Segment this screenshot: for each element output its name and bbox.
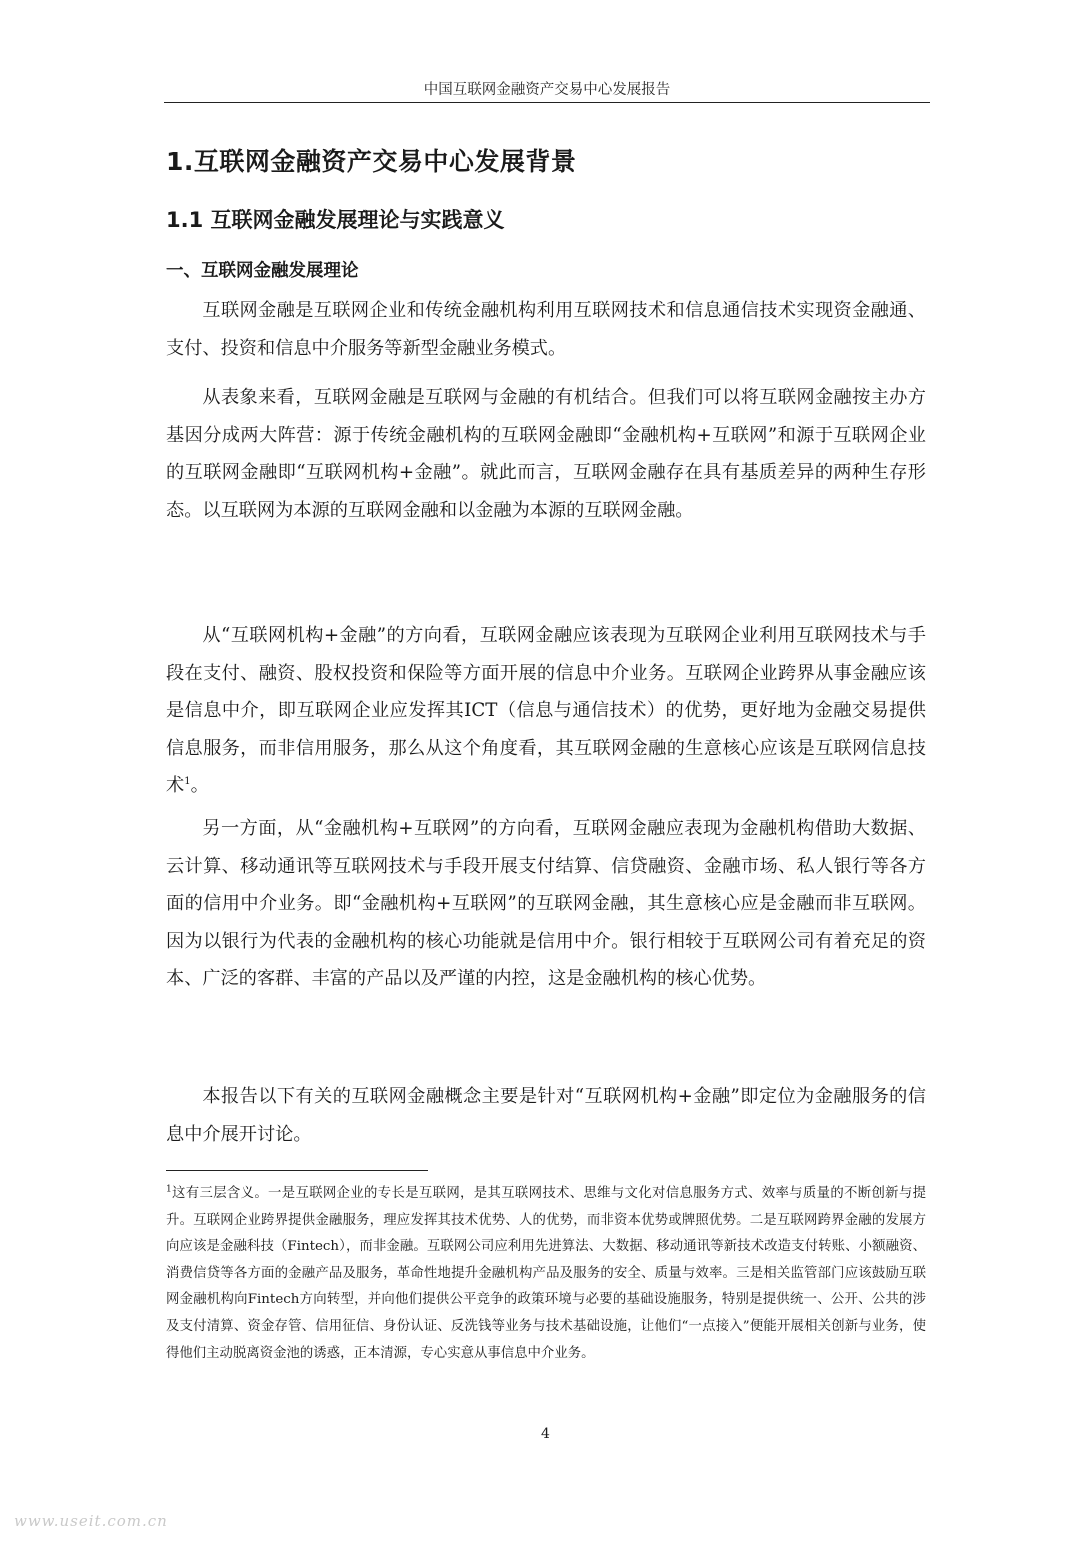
footnote-rule (166, 1170, 428, 1171)
paragraph-5: 本报告以下有关的互联网金融概念主要是针对“互联网机构+金融”即定位为金融服务的信息中介展开讨论。 (166, 1086, 926, 1145)
subsection-heading: 一、互联网金融发展理论 (166, 261, 359, 281)
paragraph-4: 另一方面，从“金融机构+互联网”的方向看，互联网金融应表现为金融机构借助大数据、云计算、移动通讯等互联网技术与手段开展支付结算、信贷融资、金融市场、私人银行等各方面的信用中介业务。即“金融机构+互联网”的互联网金融，其生意核心应是金融而非互联网。因为以银行为代表的金融机构的核心功能就是信用中介。银行相较于互联网公司有着充足的资本、广泛的客群、丰富的产品以及严谨的内控，这是金融机构的核心优势。 (166, 818, 926, 990)
section-heading: 1.1 互联网金融发展理论与实践意义 (166, 208, 505, 232)
watermark: www.useit.com.cn (14, 1512, 168, 1530)
header-rule (164, 102, 930, 103)
running-header: 中国互联网金融资产交易中心发展报告 (423, 82, 671, 98)
paragraph-1: 互联网金融是互联网企业和传统金融机构利用互联网技术和信息通信技术实现资金融通、支付、投资和信息中介服务等新型金融业务模式。 (166, 300, 926, 359)
paragraph-2: 从表象来看，互联网金融是互联网与金融的有机结合。但我们可以将互联网金融按主办方基因分成两大阵营：源于传统金融机构的互联网金融即“金融机构+互联网”和源于互联网企业的互联网金融即“互联网机构+金融”。就此而言，互联网金融存在具有基质差异的两种生存形态。以互联网为本源的互联网金融和以金融为本源的互联网金融。 (166, 387, 926, 521)
footnote-reference[interactable]: 1 (184, 776, 191, 788)
paragraph-3 (166, 617, 926, 805)
page-number: 4 (541, 1426, 550, 1442)
paragraph-3-text: 从“互联网机构+金融”的方向看，互联网金融应该表现为互联网企业利用互联网技术与手段在支付、融资、股权投资和保险等方面开展的信息中介业务。互联网企业跨界从事金融应该是信息中介，即互联网企业应发挥其ICT（信息与通信技术）的优势，更好地为金融交易提供信息服务，而非信用服务，那么从这个角度看，其互联网金融的生意核心应该是互联网信息技术 (166, 625, 926, 797)
chapter-heading: 1.互联网金融资产交易中心发展背景 (166, 147, 577, 176)
footnote (166, 1181, 926, 1367)
footnote-text: 这有三层含义。一是互联网企业的专长是互联网，是其互联网技术、思维与文化对信息服务方式、效率与质量的不断创新与提升。互联网企业跨界提供金融服务，理应发挥其技术优势、人的优势，而非资本优势或牌照优势。二是互联网跨界金融的发展方向应该是金融科技（Fintech），而非金融。互联网公司应利用先进算法、大数据、移动通讯等新技术改造支付转账、小额融资、消费信贷等各方面的金融产品及服务，革命性地提升金融机构产品及服务的安全、质量与效率。三是相关监管部门应该鼓励互联网金融机构向Fintech方向转型，并向他们提供公平竞争的政策环境与必要的基础设施服务，特别是提供统一、公开、公共的涉及支付清算、资金存管、信用征信、身份认证、反洗钱等业务与技术基础设施，让他们“一点接入”便能开展相关创新与业务，使得他们主动脱离资金池的诱惑，正本清源，专心实意从事信息中介业务。 (166, 1186, 926, 1361)
footnote-mark: 1 (166, 1184, 172, 1195)
paragraph-3-end: 。 (190, 775, 209, 797)
